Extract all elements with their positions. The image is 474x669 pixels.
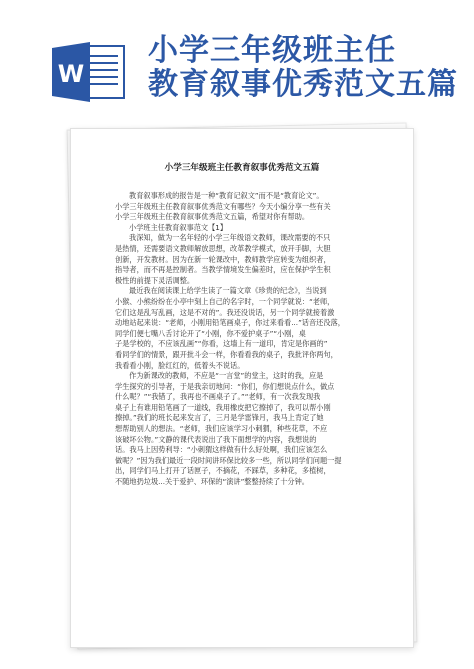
body-line: 出，同学们马上打开了话匣子，不摘花，不踩草，多种花，多植树，: [115, 466, 331, 476]
page-title-line-1: 小学三年级班主任: [148, 33, 396, 68]
body-line: 该破坏公物。”文静的课代表说出了我下面想学的内容，我想说的: [115, 434, 317, 444]
body-line: 教育叙事形成的报告是一种“教育记叙文”而不是“教育论文”。: [129, 191, 324, 200]
word-logo-letter: W: [57, 60, 85, 88]
word-document-icon: [50, 40, 126, 104]
body-line: 想帮助别人的想法。“老师，我们应该学习小刺猬，种些花草，不应: [115, 424, 328, 434]
body-line: 指导者，而不再是控制者。当教学情境发生偏差时，应在保护学生积: [115, 265, 331, 275]
document-sheet: [70, 128, 414, 648]
document-title: 小学三年级班主任教育叙事优秀范文五篇: [164, 163, 320, 173]
body-line: 最近我在阅读课上给学生读了一篇文章《珍贵的纪念》，当说到: [129, 286, 327, 296]
body-line: 不随地扔垃圾...关于爱护、环保的“演讲”整整持续了十分钟。: [115, 477, 309, 487]
body-line: 我深知，做为一名年轻的小学三年级语文教师，课改需要的不只: [129, 233, 331, 243]
body-line: 我看看小刚，脸红红的，低着头不说话。: [115, 360, 245, 370]
body-line: 同学们便七嘴八舌讨论开了“小刚，你不爱护桌子”“小刚，桌: [115, 328, 306, 338]
body-line: 子是学校的，不应该乱画”“你看，这墙上有一道印，肯定是你画的”: [115, 339, 328, 349]
body-line: 动地站起来说：“老师，小刚用铅笔画桌子，你过来看看...”话音还没落，: [115, 318, 345, 328]
body-line: 作为新课改的教师，不应是“一言堂”的堂主，这时的我，应是: [129, 371, 324, 381]
body-line: 小学三年级班主任教育叙事优秀范文有哪些？今天小编分享一些有关: [115, 201, 331, 211]
body-line: 做呢？”因为我们最近一段时间讲环保比较多一些，所以同学们问题一提: [115, 455, 342, 465]
document-body: [115, 191, 377, 488]
body-line: 话。我马上因势利导：“小刺猬这样做有什么好处啊，我们应该怎么: [115, 445, 328, 455]
page-title-line-2: 教育叙事优秀范文五篇: [148, 67, 458, 102]
body-line: 极性的前提下灵活调整。: [115, 275, 195, 285]
body-line: 小猴、小熊纷纷在小亭中刻上自己的名字时，一个同学就说：“老师，: [115, 296, 335, 306]
body-line: 桌子上有谁用铅笔画了一道线，我用橡皮把它擦掉了，我可以帮小刚: [115, 402, 331, 412]
body-line: 看同学们的情景，跟开批斗会一样，你看看我的桌子，我批评你两句，: [115, 349, 338, 359]
header: [0, 0, 474, 110]
body-line: 擦掉。”我们的班长起来发言了，三月是学雷锋月，我马上肯定了她: [115, 413, 324, 423]
body-line: 它们这是乱写乱画，这是不对的”。我还没说话，另一个同学就接着激: [115, 307, 335, 317]
body-line: 什么呢？”“我错了，我再也不画桌子了。”“老师，有一次我发现我: [115, 392, 321, 402]
section-heading: 小学班主任教育叙事范文【1】: [129, 222, 228, 232]
body-line: 小学三年级班主任教育叙事优秀范文五篇，希望对你有帮助。: [115, 212, 310, 222]
body-line: 学生探究的引导者，于是我亲切地问：“你们，你们想说点什么，做点: [115, 381, 335, 391]
body-line: 是热情，还需要语文教师解放思想，改革教学模式，放开手脚，大胆: [115, 243, 331, 253]
body-line: 创新，开发教材。因为在新一轮课改中，教师教学应转变为组织者，: [115, 254, 331, 264]
